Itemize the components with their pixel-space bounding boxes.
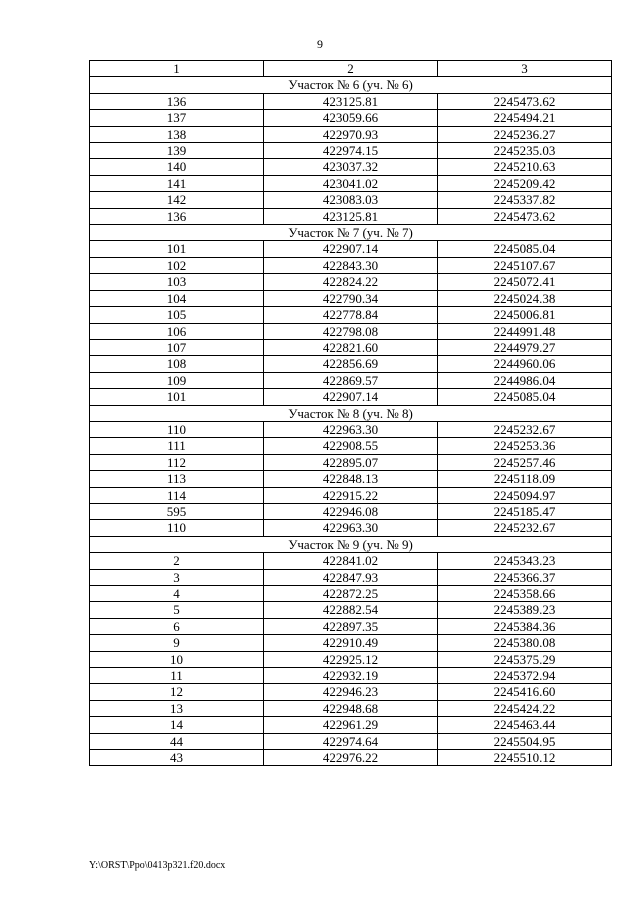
header-cell-3: 3 bbox=[438, 61, 612, 77]
table-row bbox=[90, 257, 612, 273]
x-coordinate-cell: 422961.29 bbox=[264, 717, 438, 733]
point-number-cell: 104 bbox=[90, 290, 264, 306]
x-coordinate-cell: 422963.30 bbox=[264, 421, 438, 437]
y-coordinate-cell: 2245209.42 bbox=[438, 175, 612, 191]
x-coordinate-cell: 422976.22 bbox=[264, 750, 438, 766]
y-coordinate-cell: 2245343.23 bbox=[438, 553, 612, 569]
y-coordinate-cell: 2245072.41 bbox=[438, 274, 612, 290]
y-coordinate-cell: 2245210.63 bbox=[438, 159, 612, 175]
table-row bbox=[90, 421, 612, 437]
point-number-cell: 141 bbox=[90, 175, 264, 191]
y-coordinate-cell: 2245253.36 bbox=[438, 438, 612, 454]
point-number-cell: 137 bbox=[90, 110, 264, 126]
header-row bbox=[90, 61, 612, 77]
x-coordinate-cell: 422843.30 bbox=[264, 257, 438, 273]
point-number-cell: 44 bbox=[90, 733, 264, 749]
y-coordinate-cell: 2245085.04 bbox=[438, 389, 612, 405]
x-coordinate-cell: 422895.07 bbox=[264, 454, 438, 470]
table-row bbox=[90, 569, 612, 585]
section-title: Участок № 9 (уч. № 9) bbox=[90, 536, 612, 552]
point-number-cell: 6 bbox=[90, 618, 264, 634]
point-number-cell: 136 bbox=[90, 93, 264, 109]
table-row bbox=[90, 635, 612, 651]
table-row bbox=[90, 110, 612, 126]
y-coordinate-cell: 2244991.48 bbox=[438, 323, 612, 339]
x-coordinate-cell: 422798.08 bbox=[264, 323, 438, 339]
x-coordinate-cell: 422847.93 bbox=[264, 569, 438, 585]
y-coordinate-cell: 2244979.27 bbox=[438, 339, 612, 355]
x-coordinate-cell: 422910.49 bbox=[264, 635, 438, 651]
x-coordinate-cell: 422907.14 bbox=[264, 389, 438, 405]
x-coordinate-cell: 423041.02 bbox=[264, 175, 438, 191]
point-number-cell: 102 bbox=[90, 257, 264, 273]
point-number-cell: 114 bbox=[90, 487, 264, 503]
point-number-cell: 9 bbox=[90, 635, 264, 651]
y-coordinate-cell: 2245024.38 bbox=[438, 290, 612, 306]
y-coordinate-cell: 2245389.23 bbox=[438, 602, 612, 618]
page-number: 9 bbox=[317, 37, 323, 51]
table-row bbox=[90, 356, 612, 372]
y-coordinate-cell: 2245232.67 bbox=[438, 520, 612, 536]
point-number-cell: 111 bbox=[90, 438, 264, 454]
table-row bbox=[90, 503, 612, 519]
point-number-cell: 101 bbox=[90, 241, 264, 257]
x-coordinate-cell: 422856.69 bbox=[264, 356, 438, 372]
table-row bbox=[90, 143, 612, 159]
table-row bbox=[90, 126, 612, 142]
table-row bbox=[90, 323, 612, 339]
file-path-footer: Y:\ORST\Ppo\0413p321.f20.docx bbox=[89, 860, 226, 871]
y-coordinate-cell: 2245463.44 bbox=[438, 717, 612, 733]
section-row bbox=[90, 225, 612, 241]
point-number-cell: 112 bbox=[90, 454, 264, 470]
y-coordinate-cell: 2245380.08 bbox=[438, 635, 612, 651]
table-row bbox=[90, 389, 612, 405]
header-cell-1: 1 bbox=[90, 61, 264, 77]
table-row bbox=[90, 586, 612, 602]
y-coordinate-cell: 2245232.67 bbox=[438, 421, 612, 437]
x-coordinate-cell: 422932.19 bbox=[264, 668, 438, 684]
section-row bbox=[90, 77, 612, 93]
x-coordinate-cell: 422948.68 bbox=[264, 700, 438, 716]
table-row bbox=[90, 93, 612, 109]
x-coordinate-cell: 422869.57 bbox=[264, 372, 438, 388]
x-coordinate-cell: 422907.14 bbox=[264, 241, 438, 257]
point-number-cell: 105 bbox=[90, 307, 264, 323]
x-coordinate-cell: 422946.08 bbox=[264, 503, 438, 519]
point-number-cell: 110 bbox=[90, 421, 264, 437]
table-row bbox=[90, 471, 612, 487]
y-coordinate-cell: 2245384.36 bbox=[438, 618, 612, 634]
x-coordinate-cell: 422778.84 bbox=[264, 307, 438, 323]
point-number-cell: 12 bbox=[90, 684, 264, 700]
point-number-cell: 136 bbox=[90, 208, 264, 224]
point-number-cell: 109 bbox=[90, 372, 264, 388]
section-row bbox=[90, 405, 612, 421]
table-row bbox=[90, 733, 612, 749]
x-coordinate-cell: 423059.66 bbox=[264, 110, 438, 126]
y-coordinate-cell: 2245504.95 bbox=[438, 733, 612, 749]
coordinates-table bbox=[89, 60, 612, 766]
y-coordinate-cell: 2245257.46 bbox=[438, 454, 612, 470]
table-row bbox=[90, 668, 612, 684]
point-number-cell: 103 bbox=[90, 274, 264, 290]
table-row bbox=[90, 454, 612, 470]
y-coordinate-cell: 2245366.37 bbox=[438, 569, 612, 585]
y-coordinate-cell: 2245185.47 bbox=[438, 503, 612, 519]
y-coordinate-cell: 2245235.03 bbox=[438, 143, 612, 159]
table-row bbox=[90, 750, 612, 766]
header-cell-2: 2 bbox=[264, 61, 438, 77]
table-row bbox=[90, 307, 612, 323]
point-number-cell: 106 bbox=[90, 323, 264, 339]
section-title: Участок № 8 (уч. № 8) bbox=[90, 405, 612, 421]
table-row bbox=[90, 241, 612, 257]
y-coordinate-cell: 2244986.04 bbox=[438, 372, 612, 388]
x-coordinate-cell: 423037.32 bbox=[264, 159, 438, 175]
point-number-cell: 14 bbox=[90, 717, 264, 733]
point-number-cell: 140 bbox=[90, 159, 264, 175]
x-coordinate-cell: 422790.34 bbox=[264, 290, 438, 306]
table-row bbox=[90, 602, 612, 618]
y-coordinate-cell: 2245424.22 bbox=[438, 700, 612, 716]
table-row bbox=[90, 290, 612, 306]
y-coordinate-cell: 2245358.66 bbox=[438, 586, 612, 602]
x-coordinate-cell: 422908.55 bbox=[264, 438, 438, 454]
coordinates-table-body bbox=[90, 61, 612, 766]
table-row bbox=[90, 651, 612, 667]
point-number-cell: 4 bbox=[90, 586, 264, 602]
table-row bbox=[90, 717, 612, 733]
table-row bbox=[90, 339, 612, 355]
point-number-cell: 138 bbox=[90, 126, 264, 142]
point-number-cell: 2 bbox=[90, 553, 264, 569]
point-number-cell: 101 bbox=[90, 389, 264, 405]
section-title: Участок № 6 (уч. № 6) bbox=[90, 77, 612, 93]
table-row bbox=[90, 208, 612, 224]
table-row bbox=[90, 520, 612, 536]
y-coordinate-cell: 2245085.04 bbox=[438, 241, 612, 257]
table-row bbox=[90, 274, 612, 290]
point-number-cell: 139 bbox=[90, 143, 264, 159]
y-coordinate-cell: 2245118.09 bbox=[438, 471, 612, 487]
table-row bbox=[90, 553, 612, 569]
x-coordinate-cell: 423083.03 bbox=[264, 192, 438, 208]
table-row bbox=[90, 684, 612, 700]
x-coordinate-cell: 422925.12 bbox=[264, 651, 438, 667]
x-coordinate-cell: 422824.22 bbox=[264, 274, 438, 290]
y-coordinate-cell: 2245337.82 bbox=[438, 192, 612, 208]
section-title: Участок № 7 (уч. № 7) bbox=[90, 225, 612, 241]
y-coordinate-cell: 2245094.97 bbox=[438, 487, 612, 503]
point-number-cell: 113 bbox=[90, 471, 264, 487]
y-coordinate-cell: 2245494.21 bbox=[438, 110, 612, 126]
x-coordinate-cell: 422821.60 bbox=[264, 339, 438, 355]
x-coordinate-cell: 422963.30 bbox=[264, 520, 438, 536]
x-coordinate-cell: 422974.15 bbox=[264, 143, 438, 159]
table-row bbox=[90, 372, 612, 388]
point-number-cell: 595 bbox=[90, 503, 264, 519]
x-coordinate-cell: 422970.93 bbox=[264, 126, 438, 142]
section-row bbox=[90, 536, 612, 552]
table-row bbox=[90, 487, 612, 503]
y-coordinate-cell: 2245107.67 bbox=[438, 257, 612, 273]
x-coordinate-cell: 422974.64 bbox=[264, 733, 438, 749]
point-number-cell: 107 bbox=[90, 339, 264, 355]
x-coordinate-cell: 422946.23 bbox=[264, 684, 438, 700]
x-coordinate-cell: 422897.35 bbox=[264, 618, 438, 634]
y-coordinate-cell: 2245473.62 bbox=[438, 93, 612, 109]
point-number-cell: 13 bbox=[90, 700, 264, 716]
table-row bbox=[90, 175, 612, 191]
y-coordinate-cell: 2244960.06 bbox=[438, 356, 612, 372]
y-coordinate-cell: 2245416.60 bbox=[438, 684, 612, 700]
point-number-cell: 108 bbox=[90, 356, 264, 372]
x-coordinate-cell: 422848.13 bbox=[264, 471, 438, 487]
y-coordinate-cell: 2245510.12 bbox=[438, 750, 612, 766]
x-coordinate-cell: 423125.81 bbox=[264, 208, 438, 224]
table-row bbox=[90, 192, 612, 208]
y-coordinate-cell: 2245006.81 bbox=[438, 307, 612, 323]
point-number-cell: 11 bbox=[90, 668, 264, 684]
y-coordinate-cell: 2245236.27 bbox=[438, 126, 612, 142]
point-number-cell: 10 bbox=[90, 651, 264, 667]
table-row bbox=[90, 618, 612, 634]
x-coordinate-cell: 422915.22 bbox=[264, 487, 438, 503]
point-number-cell: 43 bbox=[90, 750, 264, 766]
y-coordinate-cell: 2245375.29 bbox=[438, 651, 612, 667]
point-number-cell: 110 bbox=[90, 520, 264, 536]
x-coordinate-cell: 422872.25 bbox=[264, 586, 438, 602]
y-coordinate-cell: 2245473.62 bbox=[438, 208, 612, 224]
x-coordinate-cell: 423125.81 bbox=[264, 93, 438, 109]
point-number-cell: 5 bbox=[90, 602, 264, 618]
x-coordinate-cell: 422841.02 bbox=[264, 553, 438, 569]
table-row bbox=[90, 700, 612, 716]
x-coordinate-cell: 422882.54 bbox=[264, 602, 438, 618]
y-coordinate-cell: 2245372.94 bbox=[438, 668, 612, 684]
point-number-cell: 142 bbox=[90, 192, 264, 208]
point-number-cell: 3 bbox=[90, 569, 264, 585]
table-row bbox=[90, 159, 612, 175]
table-row bbox=[90, 438, 612, 454]
